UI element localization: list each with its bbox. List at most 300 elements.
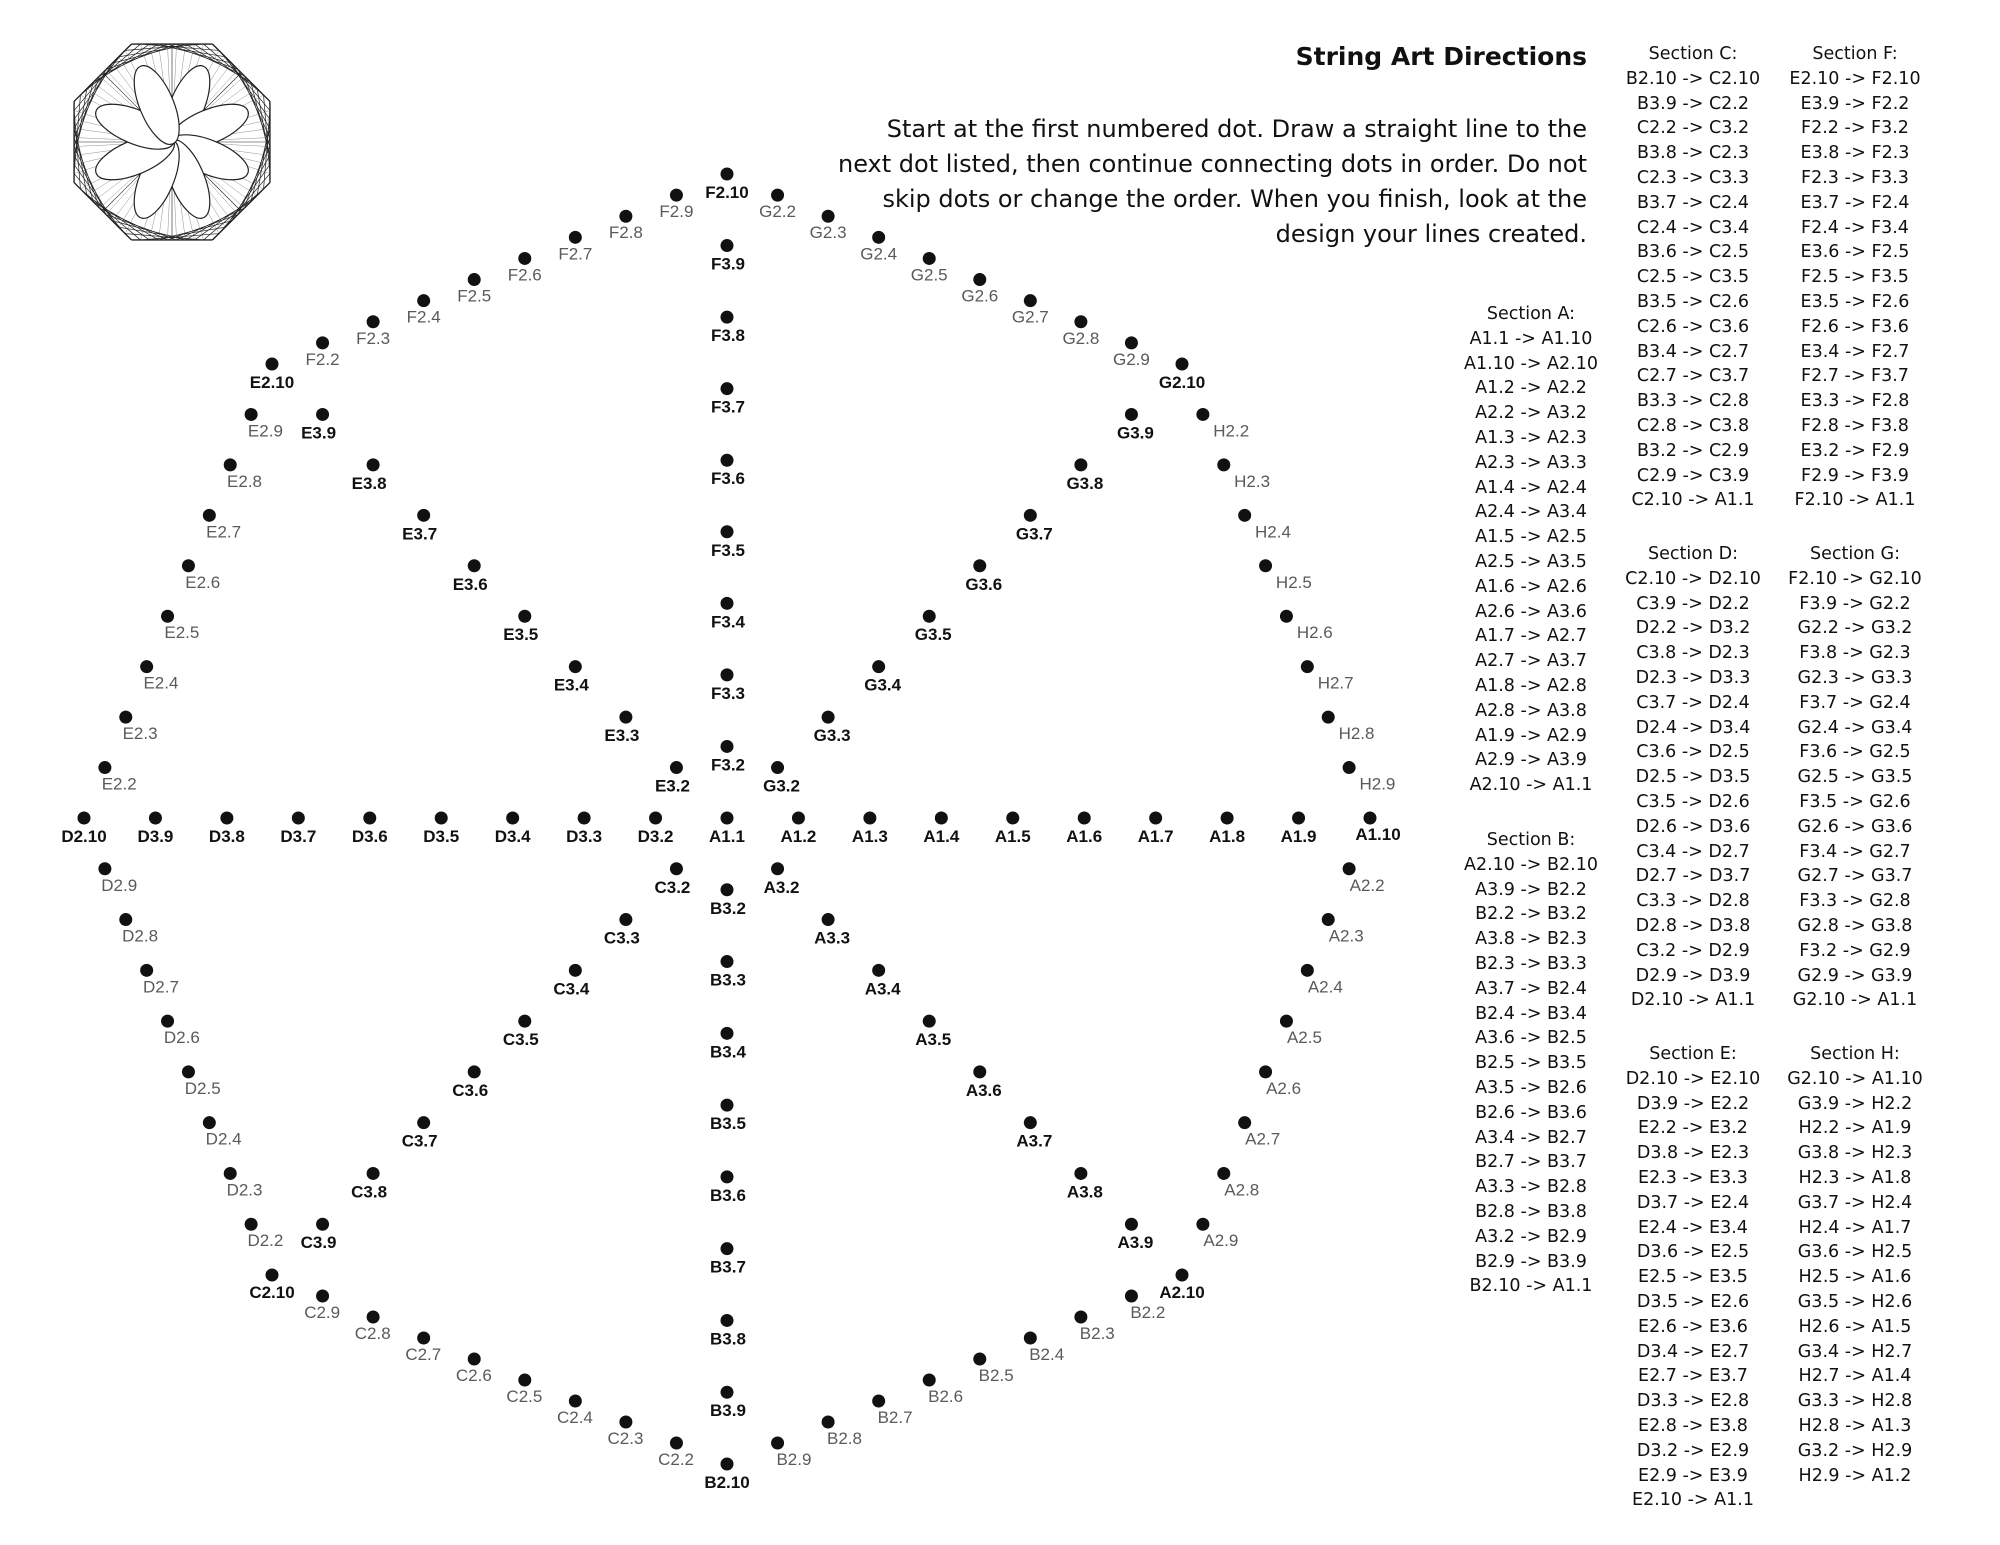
direction-line: D2.9 -> D3.9	[1635, 965, 1751, 986]
direction-line: H2.6 -> A1.5	[1798, 1316, 1912, 1337]
direction-line: E3.8 -> F2.3	[1800, 143, 1910, 164]
dot-label: A1.9	[1280, 827, 1317, 846]
dot-label: A3.6	[965, 1080, 1002, 1100]
direction-line: C3.6 -> D2.5	[1636, 742, 1750, 763]
dot-label: F2.6	[507, 265, 542, 285]
direction-line: H2.8 -> A1.3	[1798, 1415, 1912, 1436]
dot-label: C2.3	[607, 1429, 644, 1448]
dot-F3.2	[721, 740, 734, 753]
dot-E2.2	[98, 761, 111, 774]
dot-F3.6	[721, 454, 734, 467]
direction-line: A2.5 -> A3.5	[1475, 551, 1587, 572]
dot-label: G3.2	[763, 776, 800, 796]
dot-label: G3.4	[864, 675, 902, 695]
section-b	[1446, 828, 1616, 1299]
dot-label: C2.8	[354, 1324, 391, 1343]
dot-label: C2.9	[304, 1303, 341, 1322]
dot-label: A3.8	[1066, 1182, 1103, 1202]
dot-B2.3	[1074, 1311, 1087, 1324]
dot-E3.5	[518, 610, 531, 623]
dot-H2.5	[1259, 559, 1272, 572]
direction-line: E3.3 -> F2.8	[1800, 391, 1910, 412]
direction-line: E3.2 -> F2.9	[1800, 440, 1910, 461]
dot-label: D3.4	[494, 827, 531, 846]
dot-A1.7	[1149, 812, 1162, 825]
direction-line: A2.3 -> A3.3	[1475, 452, 1587, 473]
direction-line: E2.6 -> E3.6	[1638, 1316, 1748, 1337]
direction-line: D3.5 -> E2.6	[1636, 1291, 1750, 1312]
dot-label: A1.5	[994, 827, 1031, 846]
dot-A1.10	[1364, 812, 1377, 825]
dot-H2.8	[1322, 711, 1335, 724]
direction-line: A2.4 -> A3.4	[1475, 502, 1587, 523]
dot-label: A2.7	[1245, 1129, 1281, 1149]
direction-line: D3.3 -> E2.8	[1636, 1391, 1750, 1412]
direction-line: D2.7 -> D3.7	[1635, 866, 1751, 887]
direction-line: C3.3 -> D2.8	[1636, 891, 1750, 912]
dot-label: G2.9	[1113, 349, 1150, 369]
dot-D2.2	[245, 1218, 258, 1231]
direction-line: E3.4 -> F2.7	[1800, 341, 1910, 362]
direction-line: E2.5 -> E3.5	[1638, 1267, 1748, 1288]
direction-line: C3.8 -> D2.3	[1636, 643, 1750, 664]
dot-B3.3	[721, 955, 734, 968]
dot-A2.9	[1196, 1218, 1209, 1231]
direction-line: D2.4 -> D3.4	[1635, 717, 1751, 738]
dot-E3.9	[316, 408, 329, 421]
direction-line: B2.3 -> B3.3	[1475, 953, 1587, 974]
dot-label: E2.5	[164, 623, 200, 643]
dot-G2.9	[1125, 336, 1138, 349]
direction-line: A1.6 -> A2.6	[1475, 576, 1587, 597]
dot-label: B3.6	[710, 1185, 746, 1205]
dot-label: E3.4	[553, 675, 589, 695]
direction-line: B3.5 -> C2.6	[1637, 291, 1749, 312]
dot-label: E3.2	[654, 776, 690, 796]
direction-line: A3.6 -> B2.5	[1475, 1028, 1587, 1049]
dot-label: E3.7	[402, 524, 438, 544]
dot-B2.5	[973, 1353, 986, 1366]
dot-B2.10	[721, 1458, 734, 1471]
direction-line: A1.9 -> A2.9	[1475, 725, 1587, 746]
dot-B2.9	[771, 1437, 784, 1450]
direction-line: G3.2 -> H2.9	[1797, 1440, 1913, 1461]
dot-label: G2.7	[1011, 307, 1049, 327]
dot-H2.9	[1343, 761, 1356, 774]
dot-label: C3.2	[654, 877, 691, 897]
dot-label: C3.4	[553, 979, 590, 999]
dot-label: H2.4	[1255, 522, 1291, 542]
section-heading: Section A:	[1486, 304, 1576, 324]
section-heading: Section B:	[1486, 830, 1576, 850]
direction-line: F3.3 -> G2.8	[1799, 891, 1911, 912]
dot-B3.2	[721, 883, 734, 896]
dot-label: G3.8	[1066, 473, 1104, 493]
dot-label: F3.3	[710, 683, 746, 703]
direction-line: E2.10 -> F2.10	[1789, 68, 1921, 89]
direction-line: E3.5 -> F2.6	[1800, 291, 1910, 312]
dot-label: E2.2	[101, 774, 137, 794]
direction-line: B2.5 -> B3.5	[1475, 1053, 1587, 1074]
dot-G3.7	[1024, 509, 1037, 522]
dot-D3.7	[292, 812, 305, 825]
dot-label: A1.6	[1066, 827, 1103, 846]
dot-D2.4	[203, 1116, 216, 1129]
dot-label: F2.10	[705, 183, 749, 202]
dot-label: C2.6	[455, 1366, 492, 1385]
dot-label: D2.10	[61, 827, 107, 846]
dot-F3.7	[721, 382, 734, 395]
section-c	[1608, 42, 1778, 513]
direction-line: F3.2 -> G2.9	[1799, 940, 1911, 961]
section-heading: Section H:	[1810, 1044, 1900, 1064]
dot-label: B3.9	[710, 1401, 746, 1421]
direction-line: G3.5 -> H2.6	[1797, 1291, 1913, 1312]
dot-G2.6	[973, 273, 986, 286]
dot-C3.3	[619, 913, 632, 926]
direction-line: D3.8 -> E2.3	[1636, 1143, 1750, 1164]
direction-line: A2.9 -> A3.9	[1475, 750, 1587, 771]
dot-C2.7	[417, 1332, 430, 1345]
direction-line: C3.7 -> D2.4	[1636, 692, 1750, 713]
dot-label: D3.2	[637, 827, 674, 846]
dot-C2.4	[569, 1395, 582, 1408]
direction-line: C2.9 -> C3.9	[1636, 465, 1750, 486]
dot-B3.5	[721, 1099, 734, 1112]
dot-D3.2	[649, 812, 662, 825]
dot-D3.5	[435, 812, 448, 825]
dot-label: A3.2	[763, 877, 800, 897]
direction-line: D2.6 -> D3.6	[1635, 816, 1751, 837]
dot-label: E3.3	[604, 726, 640, 746]
dot-label: B3.3	[710, 970, 746, 990]
section-heading: Section F:	[1812, 44, 1898, 64]
direction-line: F2.10 -> A1.1	[1794, 490, 1916, 511]
dot-D2.9	[98, 862, 111, 875]
direction-line: A1.5 -> A2.5	[1475, 527, 1587, 548]
dot-label: A2.2	[1349, 875, 1385, 895]
direction-line: C2.4 -> C3.4	[1636, 217, 1750, 238]
dot-label: E2.8	[227, 471, 263, 491]
dot-label: E2.4	[143, 673, 179, 693]
dot-E2.9	[245, 408, 258, 421]
dot-label: G2.8	[1062, 328, 1100, 348]
direction-line: A2.7 -> A3.7	[1475, 651, 1587, 672]
dot-C2.9	[316, 1290, 329, 1303]
dot-G2.7	[1024, 294, 1037, 307]
dot-label: C3.8	[351, 1182, 388, 1202]
dot-label: G2.2	[759, 202, 796, 222]
direction-line: F3.9 -> G2.2	[1799, 593, 1911, 614]
direction-line: A1.10 -> A2.10	[1464, 353, 1598, 374]
dot-G3.8	[1074, 458, 1087, 471]
dot-label: F3.5	[710, 540, 746, 560]
direction-line: G3.6 -> H2.5	[1797, 1242, 1913, 1263]
dot-E3.6	[468, 559, 481, 572]
dot-label: F2.8	[608, 223, 643, 243]
direction-line: F2.6 -> F3.6	[1801, 316, 1909, 337]
dot-label: E3.9	[301, 423, 337, 443]
direction-line: G2.9 -> G3.9	[1797, 965, 1913, 986]
dot-A3.2	[771, 862, 784, 875]
direction-line: A1.3 -> A2.3	[1475, 427, 1587, 448]
direction-line: A1.7 -> A2.7	[1475, 626, 1587, 647]
dot-label: D2.2	[247, 1231, 284, 1251]
dot-A1.8	[1221, 812, 1234, 825]
direction-line: A1.1 -> A1.10	[1469, 328, 1593, 349]
dot-C2.8	[367, 1311, 380, 1324]
dot-G3.2	[771, 761, 784, 774]
dot-G2.10	[1176, 358, 1189, 371]
section-g	[1770, 542, 1940, 1013]
direction-line: C3.5 -> D2.6	[1636, 791, 1750, 812]
dot-A2.8	[1217, 1167, 1230, 1180]
dot-A3.3	[822, 913, 835, 926]
dot-label: G2.3	[809, 223, 847, 243]
dot-G3.5	[923, 610, 936, 623]
dot-label: F2.4	[406, 307, 441, 327]
dot-label: F3.7	[710, 397, 746, 417]
direction-line: A3.9 -> B2.2	[1475, 879, 1587, 900]
dot-E2.6	[182, 559, 195, 572]
dot-D3.9	[149, 812, 162, 825]
dot-label: B3.8	[710, 1329, 746, 1349]
dot-label: C3.5	[502, 1030, 539, 1050]
dot-F2.10	[721, 168, 734, 181]
dot-label: B2.2	[1130, 1303, 1166, 1322]
dot-label: G3.3	[813, 726, 851, 746]
dot-label: D2.4	[205, 1129, 242, 1149]
dot-label: D2.8	[122, 926, 159, 946]
direction-line: F3.6 -> G2.5	[1799, 742, 1911, 763]
direction-line: E2.4 -> E3.4	[1638, 1217, 1748, 1238]
direction-line: A3.5 -> B2.6	[1475, 1077, 1587, 1098]
direction-line: C2.7 -> C3.7	[1636, 366, 1750, 387]
direction-line: B3.6 -> C2.5	[1637, 242, 1749, 263]
direction-line: D3.2 -> E2.9	[1636, 1440, 1750, 1461]
dot-label: A1.8	[1209, 827, 1246, 846]
dot-label: E2.3	[122, 724, 158, 744]
dot-F3.4	[721, 597, 734, 610]
dot-label: E3.5	[503, 625, 539, 645]
dot-label: F2.5	[457, 286, 492, 306]
dot-label: A1.1	[709, 827, 745, 846]
dot-C3.2	[670, 862, 683, 875]
dot-label: E2.10	[249, 373, 295, 392]
dot-C3.9	[316, 1218, 329, 1231]
dot-label: F3.2	[710, 755, 746, 775]
dot-label: C3.6	[452, 1080, 489, 1100]
dot-H2.7	[1301, 660, 1314, 673]
direction-line: A2.10 -> A1.1	[1469, 775, 1593, 796]
dot-G3.9	[1125, 408, 1138, 421]
direction-line: A3.2 -> B2.9	[1475, 1226, 1587, 1247]
dot-label: C2.7	[405, 1345, 442, 1364]
direction-line: A1.4 -> A2.4	[1475, 477, 1587, 498]
dot-F2.5	[468, 273, 481, 286]
direction-line: D2.10 -> A1.1	[1630, 990, 1756, 1011]
dot-label: B3.2	[710, 898, 746, 918]
direction-line: A2.8 -> A3.8	[1475, 700, 1587, 721]
dot-H2.6	[1280, 610, 1293, 623]
direction-line: G3.3 -> H2.8	[1797, 1391, 1913, 1412]
dot-A1.3	[863, 812, 876, 825]
dot-E2.3	[119, 711, 132, 724]
dot-B3.7	[721, 1242, 734, 1255]
dot-E3.7	[417, 509, 430, 522]
dot-label: A1.7	[1137, 827, 1174, 846]
direction-line: D2.8 -> D3.8	[1635, 915, 1751, 936]
dot-B3.8	[721, 1314, 734, 1327]
dot-G2.5	[923, 252, 936, 265]
direction-line: F2.5 -> F3.5	[1801, 267, 1909, 288]
dot-label: F2.9	[659, 202, 694, 222]
dot-label: G3.7	[1015, 524, 1053, 544]
dot-D2.6	[161, 1015, 174, 1028]
direction-line: G3.9 -> H2.2	[1797, 1093, 1913, 1114]
direction-line: G3.8 -> H2.3	[1797, 1143, 1913, 1164]
dot-D2.7	[140, 964, 153, 977]
dot-C3.8	[367, 1167, 380, 1180]
direction-line: H2.3 -> A1.8	[1798, 1167, 1912, 1188]
section-a	[1446, 302, 1616, 798]
dot-label: A3.7	[1016, 1131, 1053, 1151]
direction-line: C2.8 -> C3.8	[1636, 415, 1750, 436]
dot-label: C2.2	[658, 1450, 695, 1469]
dot-B3.4	[721, 1027, 734, 1040]
dot-A2.6	[1259, 1065, 1272, 1078]
direction-line: B2.4 -> B3.4	[1475, 1003, 1587, 1024]
dot-F2.8	[619, 210, 632, 223]
dot-label: D2.7	[143, 977, 179, 997]
dot-label: B3.5	[710, 1114, 746, 1134]
page-title: String Art Directions	[1295, 42, 1587, 71]
dot-label: H2.2	[1213, 421, 1250, 441]
direction-line: A3.8 -> B2.3	[1475, 929, 1587, 950]
direction-line: F2.7 -> F3.7	[1801, 366, 1909, 387]
dot-label: B2.5	[978, 1366, 1014, 1385]
direction-line: D3.6 -> E2.5	[1636, 1242, 1750, 1263]
direction-line: F2.10 -> G2.10	[1788, 568, 1922, 589]
dot-E3.4	[569, 660, 582, 673]
dot-label: F2.2	[305, 349, 340, 369]
dot-H2.3	[1217, 458, 1230, 471]
dot-F2.6	[518, 252, 531, 265]
direction-line: C3.9 -> D2.2	[1636, 593, 1750, 614]
dot-label: A1.2	[780, 827, 817, 846]
dot-label: A1.4	[923, 827, 960, 846]
dot-label: A3.5	[915, 1030, 952, 1050]
direction-line: D3.4 -> E2.7	[1636, 1341, 1750, 1362]
dot-F3.8	[721, 311, 734, 324]
direction-line: F2.3 -> F3.3	[1801, 167, 1909, 188]
dot-A3.9	[1125, 1218, 1138, 1231]
direction-line: B2.2 -> B3.2	[1475, 904, 1587, 925]
direction-line: H2.2 -> A1.9	[1798, 1118, 1912, 1139]
dot-E3.3	[619, 711, 632, 724]
direction-line: C2.10 -> D2.10	[1625, 568, 1761, 589]
dot-B2.6	[923, 1374, 936, 1387]
direction-line: F2.2 -> F3.2	[1801, 118, 1909, 139]
dot-label: H2.5	[1275, 572, 1312, 592]
direction-line: G3.4 -> H2.7	[1797, 1341, 1913, 1362]
direction-line: E2.7 -> E3.7	[1638, 1366, 1748, 1387]
dot-G3.3	[822, 711, 835, 724]
direction-line: G2.3 -> G3.3	[1797, 667, 1913, 688]
dot-G2.2	[771, 189, 784, 202]
dot-A1.2	[792, 812, 805, 825]
section-heading: Section G:	[1809, 544, 1901, 564]
dot-label: B3.7	[710, 1257, 746, 1277]
dot-D3.8	[220, 812, 233, 825]
dot-label: A3.4	[864, 979, 901, 999]
dot-A3.8	[1074, 1167, 1087, 1180]
dot-label: B2.6	[928, 1387, 964, 1406]
section-heading: Section D:	[1648, 544, 1738, 564]
dot-A3.5	[923, 1015, 936, 1028]
direction-line: B2.9 -> B3.9	[1475, 1251, 1587, 1272]
dot-E2.4	[140, 660, 153, 673]
dot-label: B2.8	[827, 1429, 862, 1448]
section-d	[1608, 542, 1778, 1013]
direction-line: G2.7 -> G3.7	[1797, 866, 1913, 887]
dot-D2.8	[119, 913, 132, 926]
dot-B2.4	[1024, 1332, 1037, 1345]
dot-label: D2.9	[101, 875, 138, 895]
dot-A1.6	[1078, 812, 1091, 825]
direction-line: A1.8 -> A2.8	[1475, 675, 1587, 696]
dot-label: B2.7	[877, 1408, 913, 1427]
dot-label: C2.5	[506, 1387, 543, 1406]
dot-label: A1.3	[851, 827, 888, 846]
direction-line: C2.5 -> C3.5	[1636, 267, 1750, 288]
direction-line: D3.7 -> E2.4	[1636, 1192, 1750, 1213]
direction-line: C2.3 -> C3.3	[1636, 167, 1750, 188]
dot-label: H2.3	[1234, 471, 1271, 491]
direction-line: E2.2 -> E3.2	[1638, 1118, 1748, 1139]
dot-label: E3.6	[452, 574, 488, 594]
dot-label: D3.5	[423, 827, 460, 846]
direction-line: H2.5 -> A1.6	[1798, 1267, 1912, 1288]
dot-label: D3.7	[280, 827, 317, 846]
dot-label: H2.6	[1296, 623, 1333, 643]
direction-line: G2.4 -> G3.4	[1797, 717, 1913, 738]
dot-label: A3.9	[1117, 1233, 1154, 1253]
dot-label: G3.5	[914, 625, 952, 645]
direction-line: E3.9 -> F2.2	[1800, 93, 1910, 114]
direction-line: F2.8 -> F3.8	[1801, 415, 1909, 436]
direction-line: B2.8 -> B3.8	[1475, 1201, 1587, 1222]
dot-label: F3.8	[710, 326, 746, 346]
direction-line: H2.4 -> A1.7	[1798, 1217, 1912, 1238]
direction-line: B3.9 -> C2.2	[1637, 93, 1749, 114]
dot-label: G2.10	[1158, 373, 1206, 392]
dot-G3.4	[872, 660, 885, 673]
dot-label: A3.3	[814, 928, 851, 948]
dot-label: H2.9	[1359, 774, 1396, 794]
direction-line: F2.9 -> F3.9	[1801, 465, 1909, 486]
dot-label: G3.9	[1117, 423, 1154, 443]
dot-F2.9	[670, 189, 683, 202]
dot-label: B2.9	[776, 1450, 812, 1469]
dot-F3.9	[721, 239, 734, 252]
dot-E2.8	[224, 458, 237, 471]
direction-line: F3.4 -> G2.7	[1799, 841, 1911, 862]
dot-B2.7	[872, 1395, 885, 1408]
dot-A2.2	[1343, 862, 1356, 875]
dot-A3.4	[872, 964, 885, 977]
dot-A2.3	[1322, 913, 1335, 926]
